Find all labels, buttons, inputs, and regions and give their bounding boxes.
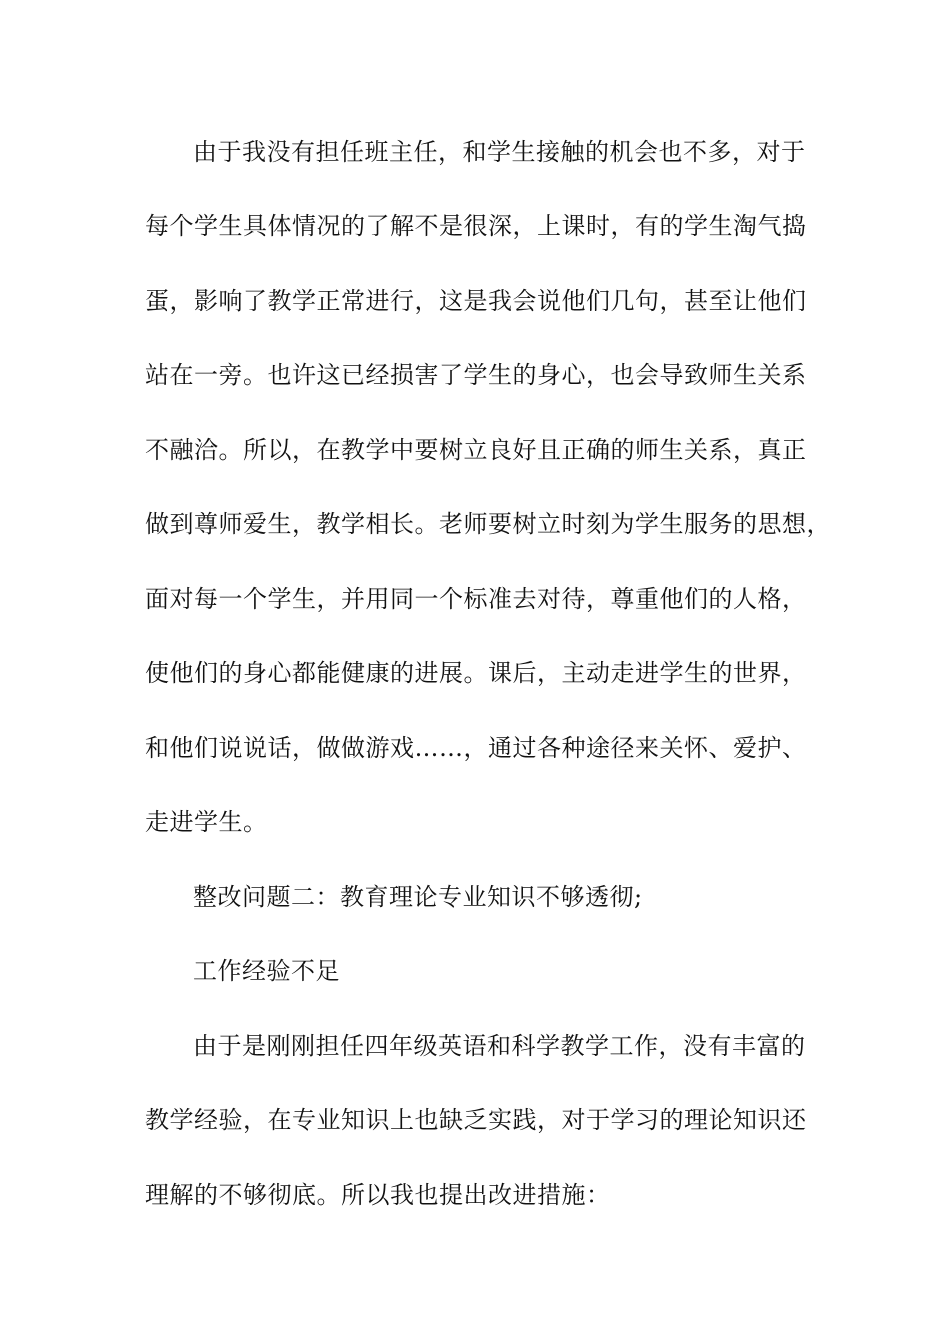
paragraph-line: 由于是刚刚担任四年级英语和科学教学工作，没有丰富的: [193, 1032, 806, 1060]
paragraph-line: 不融洽。所以，在教学中要树立良好且正确的师生关系，真正: [145, 436, 807, 464]
paragraph-line: 由于我没有担任班主任，和学生接触的机会也不多，对于: [193, 138, 806, 166]
paragraph-line: 走进学生。: [145, 808, 268, 836]
section-heading: 整改问题二：教育理论专业知识不够透彻;: [193, 883, 643, 911]
paragraph-line: 做到尊师爱生，教学相长。老师要树立时刻为学生服务的思想，: [145, 510, 831, 538]
section-subheading: 工作经验不足: [193, 957, 340, 985]
paragraph-line: 使他们的身心都能健康的进展。课后，主动走进学生的世界，: [145, 659, 807, 687]
paragraph-line: 教学经验，在专业知识上也缺乏实践，对于学习的理论知识还: [145, 1106, 807, 1134]
paragraph-line: 和他们说说话，做做游戏……，通过各种途径来关怀、爱护、: [145, 734, 807, 762]
paragraph-line: 每个学生具体情况的了解不是很深，上课时，有的学生淘气捣: [145, 212, 807, 240]
paragraph-line: 蛋，影响了教学正常进行，这是我会说他们几句，甚至让他们: [145, 287, 807, 315]
paragraph-line: 理解的不够彻底。所以我也提出改进措施：: [145, 1181, 611, 1209]
paragraph-line: 站在一旁。也许这已经损害了学生的身心，也会导致师生关系: [145, 361, 807, 389]
paragraph-line: 面对每一个学生，并用同一个标准去对待，尊重他们的人格，: [145, 585, 807, 613]
